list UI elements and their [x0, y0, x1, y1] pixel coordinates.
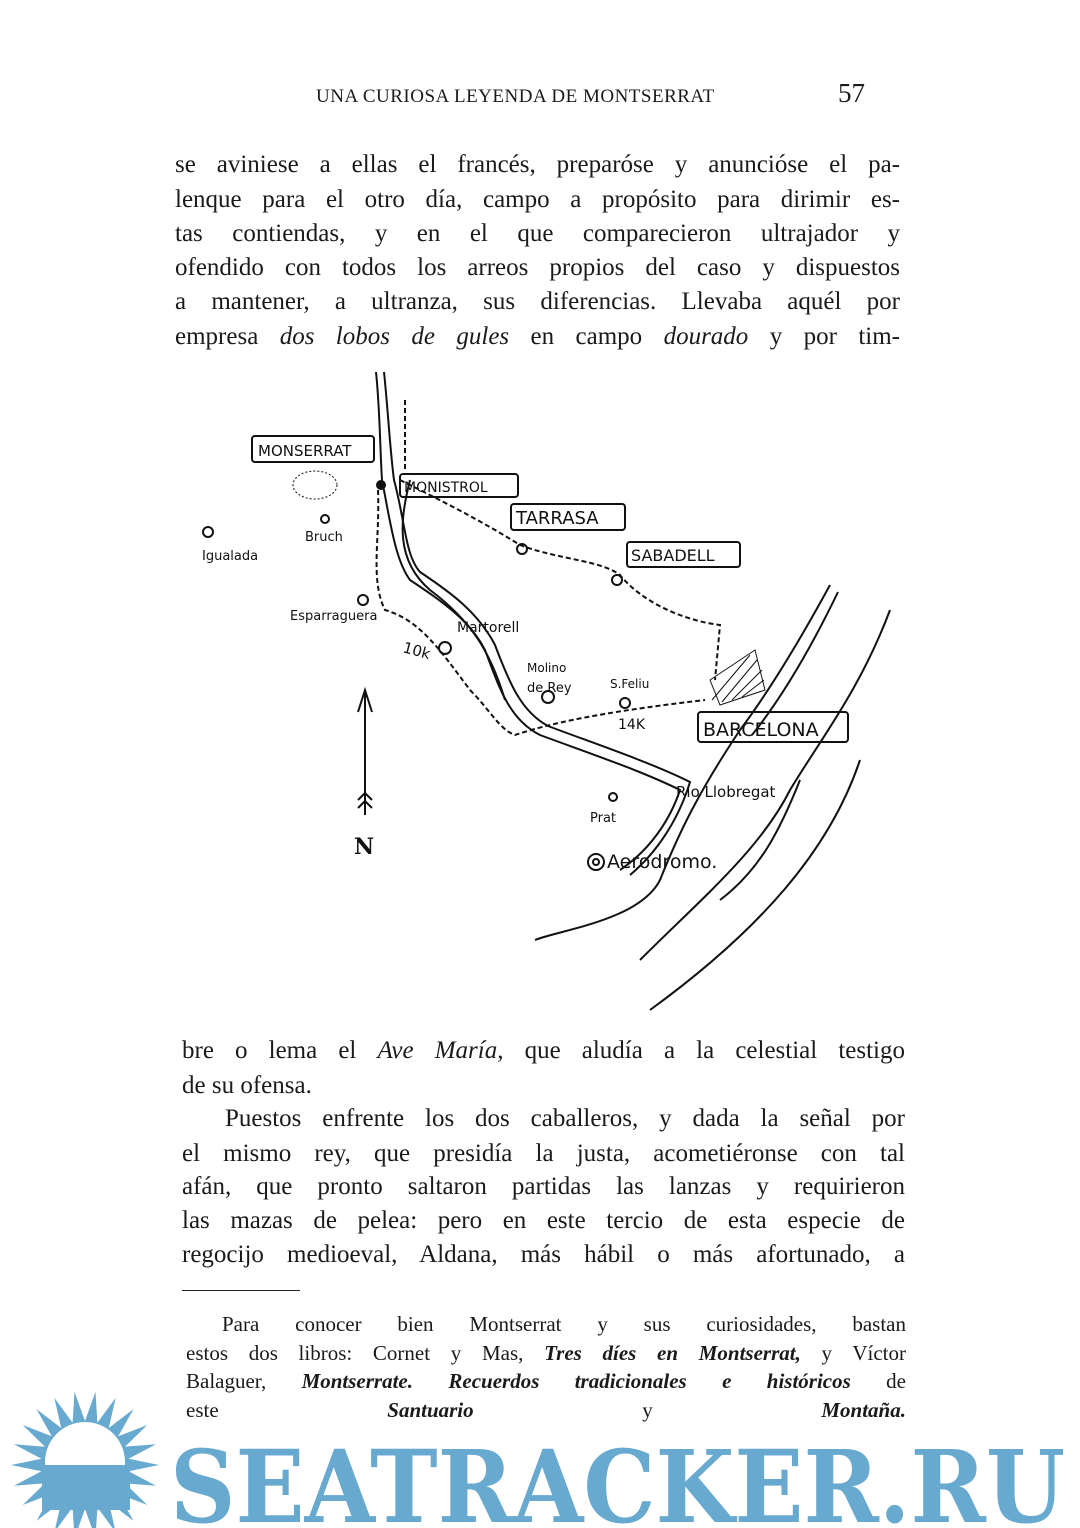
text-line — [182, 1172, 905, 1202]
text-line — [182, 1036, 905, 1066]
map-label-tarrasa: TARRASA — [516, 508, 599, 529]
map-label-aerodromo: Aerodromo. — [607, 851, 718, 873]
city-hatch-lines — [712, 655, 764, 702]
running-title: UNA CURIOSA LEYENDA DE MONTSERRAT — [316, 86, 715, 107]
rivers — [376, 372, 690, 875]
italic-text: Santuario — [387, 1398, 474, 1422]
text-line — [182, 1240, 905, 1270]
italic-text: Montserrate. Recuerdos tradicionales e históricos — [301, 1369, 851, 1393]
map-label-monserrat: MONSERRAT — [258, 442, 352, 460]
text: de — [850, 1369, 906, 1393]
text-line — [175, 287, 900, 317]
map-label-sabadell: SABADELL — [631, 546, 715, 565]
river-llobregat-bank — [384, 372, 690, 875]
river-llobregat — [376, 372, 680, 870]
text: tas contiendas, y en el que comparecieron ultrajador y — [175, 220, 900, 247]
text: y Víctor — [800, 1341, 906, 1365]
north-label: N — [354, 834, 375, 860]
text: lenque para el otro día, campo a propósito para dirimir es- — [175, 186, 900, 213]
text: ofendido con todos los arreos propios del caso y dispuestos — [175, 254, 900, 281]
text: las mazas de pelea: pero en este tercio de esta especie de — [182, 1207, 905, 1234]
text: Puestos enfrente los dos caballeros, y dada la señal por — [225, 1105, 905, 1132]
text-line — [175, 219, 900, 249]
footnote-line — [222, 1311, 906, 1337]
footnote-line — [186, 1340, 906, 1366]
text: y — [473, 1398, 822, 1422]
italic-text: dos lobos de gules — [279, 323, 510, 350]
text: a mantener, a ultranza, sus diferencias. Llevaba aquél por — [175, 288, 900, 315]
text-line — [182, 1206, 905, 1236]
text: regocijo medioeval, Aldana, más hábil o más afortunado, a — [182, 1241, 905, 1268]
text: bre o lema el — [182, 1037, 378, 1064]
map-label-martorell: Martorell — [457, 620, 520, 636]
mountain-icon — [293, 471, 337, 499]
sun-lower — [42, 1465, 130, 1510]
text-line — [182, 1071, 905, 1101]
text: y por tim- — [748, 323, 900, 350]
map-label-de-rey: de Rey — [527, 681, 572, 696]
text: estos dos libros: Cornet y Mas, — [186, 1341, 545, 1365]
text: en campo — [509, 323, 664, 350]
text: empresa — [175, 323, 280, 350]
text-line — [225, 1104, 905, 1134]
text-line — [175, 253, 900, 283]
label-boxes — [252, 436, 848, 742]
text: Para conocer bien Montserrat y sus curiosidades, bastan — [222, 1312, 906, 1336]
map-label-bruch: Bruch — [305, 530, 343, 545]
watermark-text: SEATRACKER.RU — [170, 1428, 1065, 1528]
map-label-barcelona: BARCELONA — [703, 719, 819, 741]
map-label-prat: Prat — [590, 811, 617, 826]
city-hatch — [710, 650, 765, 705]
text: este — [186, 1398, 388, 1422]
text-line — [175, 322, 900, 352]
text: que aludía a la celestial testigo — [503, 1037, 905, 1064]
map-label-rio-llobregat: Rio Llobregat — [676, 783, 776, 801]
text: afán, que pronto saltaron partidas las lanzas y requirieron — [182, 1173, 905, 1200]
north-arrow-icon — [358, 690, 372, 815]
footnote-rule — [182, 1290, 300, 1291]
watermark — [0, 1370, 1080, 1528]
text: de su ofensa. — [182, 1072, 312, 1099]
map-label-10k: 10k — [400, 638, 433, 664]
map-label-molino: Molino — [527, 661, 567, 675]
italic-text: dourado — [663, 323, 749, 350]
page-number: 57 — [838, 78, 865, 108]
text: el mismo rey, que presidía la justa, acometiéronse con tal — [182, 1140, 905, 1167]
italic-text: Tres díes en Montserrat, — [544, 1341, 801, 1365]
text: Balaguer, — [186, 1369, 302, 1393]
text-line — [182, 1139, 905, 1169]
map-label-igualada: Igualada — [202, 549, 259, 564]
italic-text: Montaña. — [821, 1398, 906, 1422]
italic-text: Ave María, — [377, 1037, 504, 1064]
map-figure — [0, 360, 1080, 1030]
text-line — [175, 185, 900, 215]
map-label-esparraguera: Esparraguera — [290, 609, 378, 624]
map-label-monistrol: MONISTROL — [404, 480, 488, 496]
map-label-14k: 14K — [618, 717, 645, 733]
town-markers — [203, 481, 630, 870]
text-line — [175, 150, 900, 180]
text: se aviniese a ellas el francés, preparóse y anuncióse el pa- — [175, 151, 900, 178]
map-label-sfeliu: S.Feliu — [610, 677, 650, 691]
